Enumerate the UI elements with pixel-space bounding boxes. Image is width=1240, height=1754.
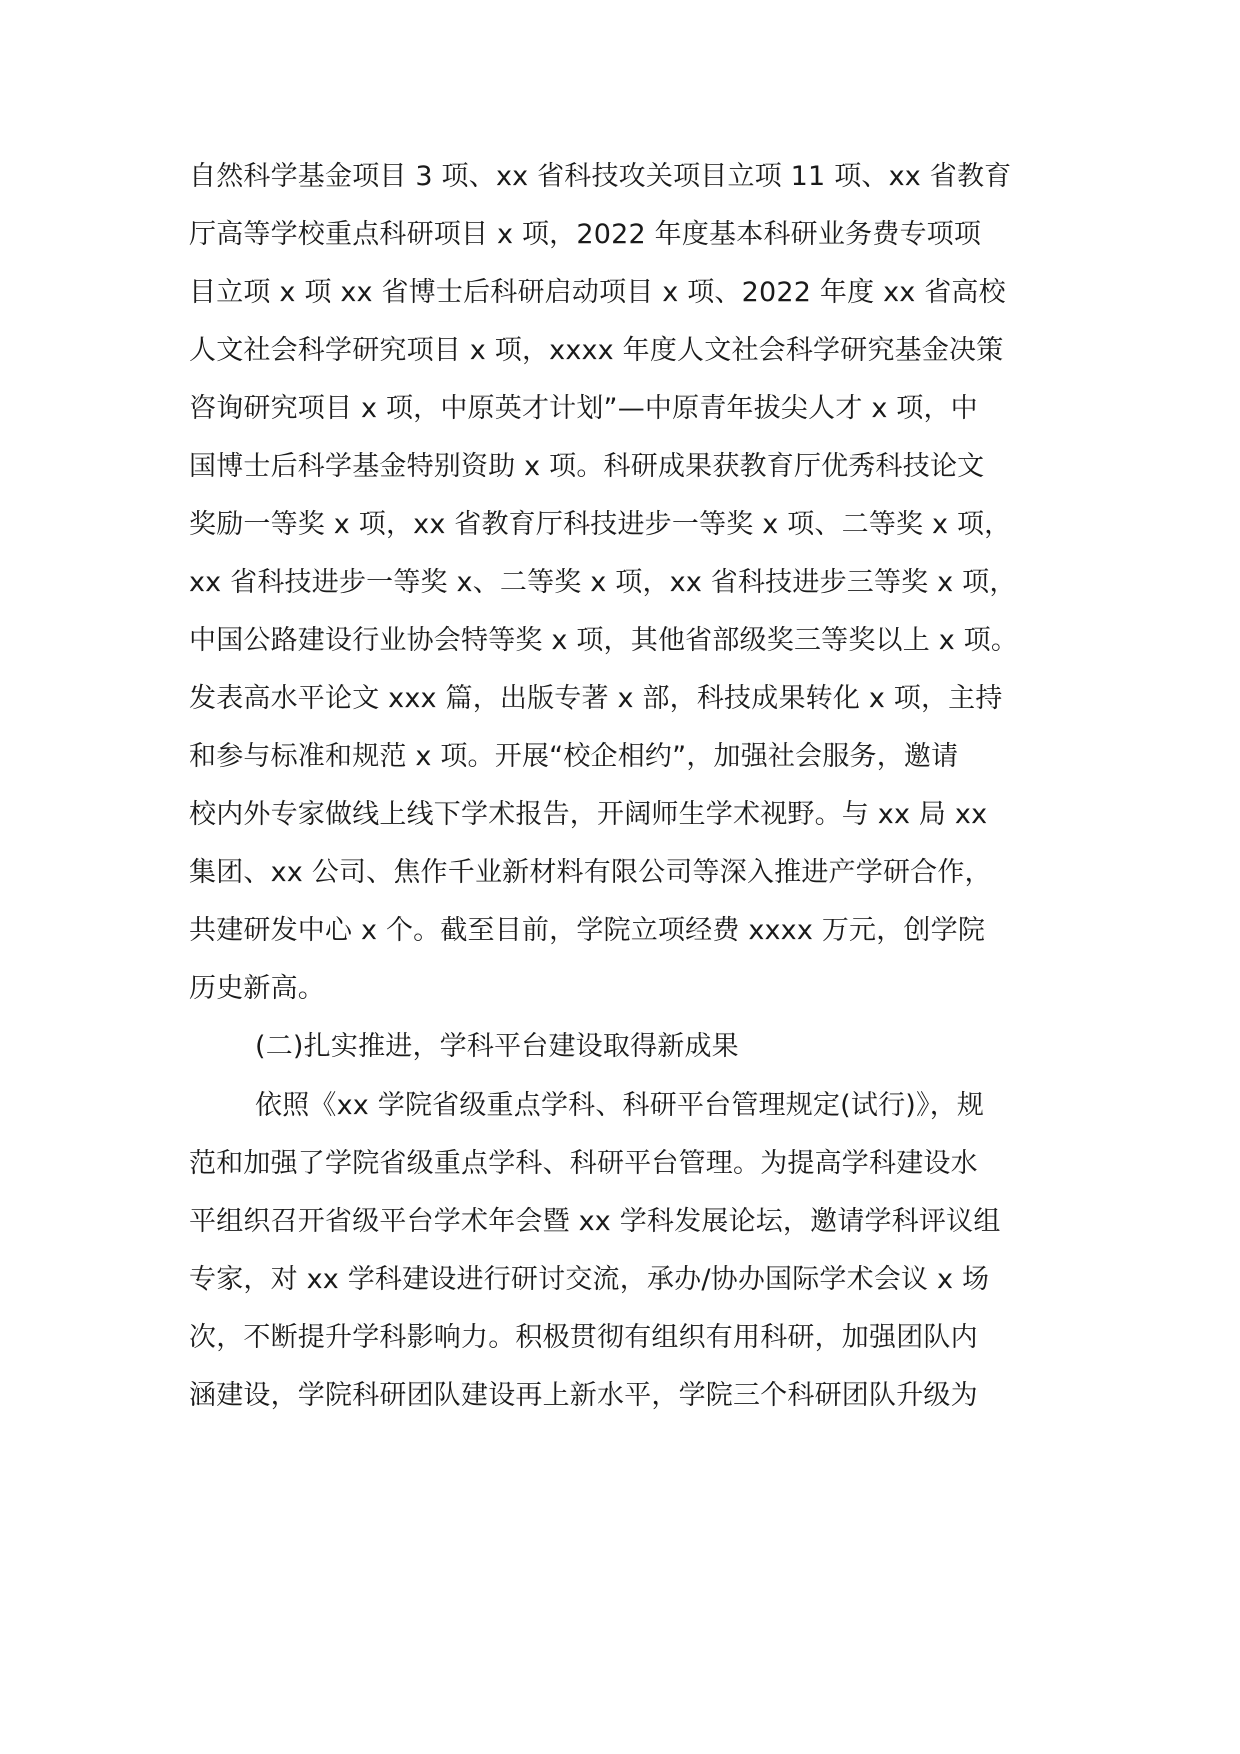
paragraph-line: 共建研发中心 x 个。截至目前，学院立项经费 xxxx 万元，创学院 [189, 915, 986, 946]
paragraph-line: 和参与标准和规范 x 项。开展“校企相约”，加强社会服务，邀请 [189, 741, 959, 772]
paragraph-line: 国博士后科学基金特别资助 x 项。科研成果获教育厅优秀科技论文 [189, 451, 985, 482]
paragraph-line: 次，不断提升学科影响力。积极贯彻有组织有用科研，加强团队内 [189, 1322, 978, 1353]
paragraph-line: 奖励一等奖 x 项，xx 省教育厅科技进步一等奖 x 项、二等奖 x 项， [189, 509, 1012, 540]
paragraph-line: 范和加强了学院省级重点学科、科研平台管理。为提高学科建设水 [189, 1148, 978, 1179]
paragraph-line: 厅高等学校重点科研项目 x 项，2022 年度基本科研业务费专项项 [189, 219, 982, 250]
paragraph-line: 依照《xx 学院省级重点学科、科研平台管理规定(试行)》，规 [255, 1090, 985, 1121]
paragraph-line: 校内外专家做线上线下学术报告，开阔师生学术视野。与 xx 局 xx [189, 799, 988, 830]
paragraph-line: 平组织召开省级平台学术年会暨 xx 学科发展论坛，邀请学科评议组 [189, 1206, 1001, 1237]
paragraph-line: 涵建设，学院科研团队建设再上新水平，学院三个科研团队升级为 [189, 1380, 978, 1411]
paragraph-line: 自然科学基金项目 3 项、xx 省科技攻关项目立项 11 项、xx 省教育 [189, 161, 1012, 192]
paragraph-line: 专家，对 xx 学科建设进行研讨交流，承办/协办国际学术会议 x 场 [189, 1264, 990, 1295]
paragraph-line: 中国公路建设行业协会特等奖 x 项，其他省部级奖三等奖以上 x 项。 [189, 625, 1019, 656]
paragraph-line: 发表高水平论文 xxx 篇，出版专著 x 部，科技成果转化 x 项，主持 [189, 683, 1003, 714]
paragraph-line: 目立项 x 项 xx 省博士后科研启动项目 x 项、2022 年度 xx 省高校 [189, 277, 1006, 308]
paragraph-line: 集团、xx 公司、焦作千业新材料有限公司等深入推进产学研合作， [189, 857, 992, 888]
section-heading: (二)扎实推进，学科平台建设取得新成果 [255, 1031, 739, 1062]
paragraph-line: xx 省科技进步一等奖 x、二等奖 x 项，xx 省科技进步三等奖 x 项， [189, 567, 1017, 598]
paragraph-line: 历史新高。 [189, 973, 325, 1004]
paragraph-line: 咨询研究项目 x 项，中原英才计划”—中原青年拔尖人才 x 项，中 [189, 393, 978, 424]
paragraph-line: 人文社会科学研究项目 x 项，xxxx 年度人文社会科学研究基金决策 [189, 335, 1004, 366]
